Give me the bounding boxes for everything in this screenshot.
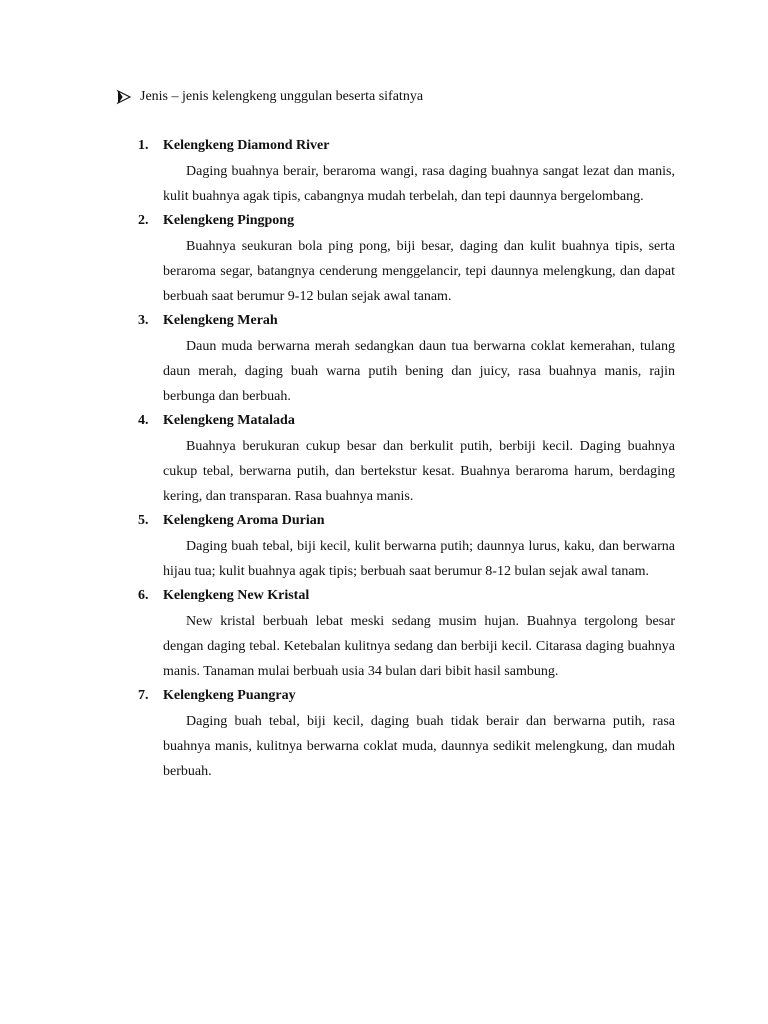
- item-title-row: [138, 310, 675, 332]
- list-item: [138, 410, 675, 509]
- list-item: [138, 585, 675, 684]
- item-title-row: [138, 410, 675, 432]
- item-number: 7.: [138, 688, 149, 703]
- item-description: Daging buah tebal, biji kecil, kulit berwarna putih; daunnya lurus, kaku, dan berwarna hijau tua; kulit buahnya agak tipis; berbuah saat berumur 8-12 bulan sejak awal tanam.: [163, 539, 675, 579]
- item-number: 6.: [138, 588, 149, 603]
- item-title-row: [138, 210, 675, 232]
- list-item: [138, 135, 675, 209]
- list-item: [138, 210, 675, 309]
- item-title-row: [138, 135, 675, 157]
- item-description: Daging buah tebal, biji kecil, daging buah tidak berair dan berwarna putih, rasa buahnya manis, kulitnya berwarna coklat muda, daunnya sedikit melengkung, dan mudah berbuah.: [163, 714, 675, 779]
- item-description: Buahnya berukuran cukup besar dan berkulit putih, berbiji kecil. Daging buahnya cukup tebal, berwarna putih, dan bertekstur kesat. Buahnya beraroma harum, berdaging kering, dan transparan. Rasa buahnya manis.: [163, 439, 675, 504]
- item-description: New kristal berbuah lebat meski sedang musim hujan. Buahnya tergolong besar dengan daging tebal. Ketebalan kulitnya sedang dan berbiji kecil. Citarasa daging buahnya manis. Tanaman mulai berbuah usia 34 bulan dari bibit hasil sambung.: [163, 614, 675, 679]
- list-item: [138, 310, 675, 409]
- item-number: 2.: [138, 213, 149, 228]
- item-number: 3.: [138, 313, 149, 328]
- item-title: Kelengkeng Aroma Durian: [163, 513, 325, 528]
- item-title-row: [138, 585, 675, 607]
- section-heading-text: Jenis – jenis kelengkeng unggulan beserta sifatnya: [140, 89, 424, 104]
- item-description: Daging buahnya berair, beraroma wangi, rasa daging buahnya sangat lezat dan manis, kulit buahnya agak tipis, cabangnya mudah terbelah, dan tepi daunnya bergelombang.: [163, 164, 675, 204]
- item-title: Kelengkeng Puangray: [163, 688, 296, 703]
- item-description: Buahnya seukuran bola ping pong, biji besar, daging dan kulit buahnya tipis, serta beraroma segar, batangnya cenderung menggelancir, tepi daunnya melengkung, dan dapat berbuah saat berumur 9-12 bulan sejak awal tanam.: [163, 239, 675, 304]
- item-title: Kelengkeng Pingpong: [163, 213, 295, 228]
- item-title: Kelengkeng Matalada: [163, 413, 295, 428]
- item-title-row: [138, 510, 675, 532]
- arrow-bullet-icon: [116, 89, 132, 105]
- section-heading: [116, 87, 423, 107]
- list-item: [138, 685, 675, 784]
- list-item: [138, 510, 675, 584]
- item-number: 1.: [138, 138, 149, 153]
- item-title-row: [138, 685, 675, 707]
- item-title: Kelengkeng Diamond River: [163, 138, 330, 153]
- item-title: Kelengkeng Merah: [163, 313, 278, 328]
- item-number: 4.: [138, 413, 149, 428]
- item-number: 5.: [138, 513, 149, 528]
- item-title: Kelengkeng New Kristal: [163, 588, 310, 603]
- cultivar-list: [138, 135, 675, 785]
- item-description: Daun muda berwarna merah sedangkan daun tua berwarna coklat kemerahan, tulang daun merah, daging buah warna putih bening dan juicy, rasa buahnya manis, rajin berbunga dan berbuah.: [163, 339, 675, 404]
